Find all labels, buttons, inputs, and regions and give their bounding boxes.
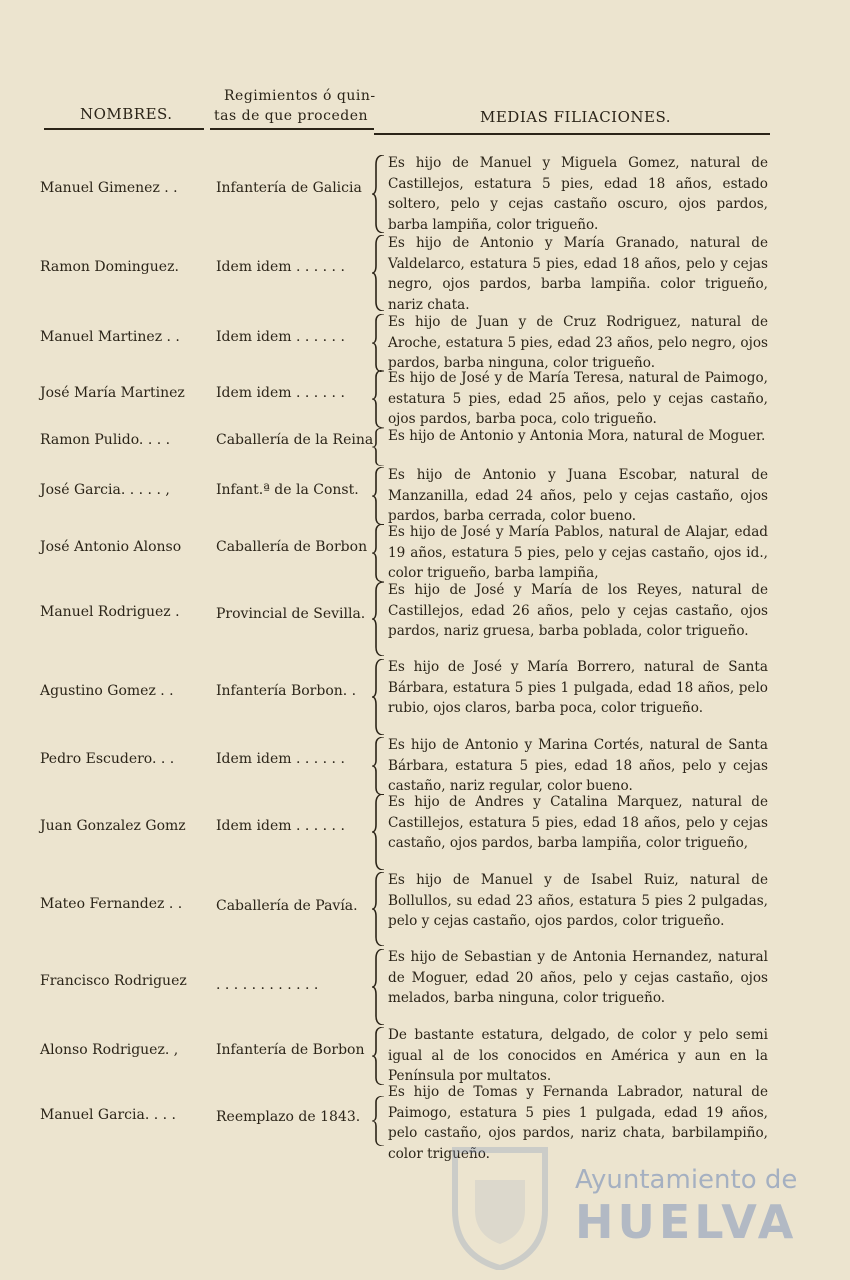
- watermark-line2: HUELVA: [575, 1195, 798, 1249]
- row-name: Manuel Martinez . .: [40, 329, 180, 345]
- table-row: [0, 522, 850, 582]
- row-description: Es hijo de Sebastian y de Antonia Hernandez, natural de Moguer, edad 20 años, pelo y cejas castaño, ojos melados, barba ninguna, color trigueño.: [388, 949, 768, 1006]
- row-name: Manuel Garcia. . . .: [40, 1107, 176, 1123]
- brace-icon: [372, 467, 386, 525]
- row-name: Ramon Dominguez.: [40, 259, 179, 275]
- row-regiment: Idem idem . . . . . .: [216, 818, 345, 834]
- header-rule-regimientos: [210, 128, 374, 130]
- table-row: [0, 153, 850, 235]
- row-regiment: Idem idem . . . . . .: [216, 329, 345, 345]
- row-description: Es hijo de José y María de los Reyes, natural de Castillejos, edad 26 años, pelo y cejas castaño, ojos pardos, nariz gruesa, barba poblada, color trigueño.: [388, 582, 768, 639]
- brace-icon: [372, 949, 386, 1025]
- table-row: [0, 426, 850, 466]
- row-description: Es hijo de Juan y de Cruz Rodriguez, natural de Aroche, estatura 5 pies, edad 23 años, pelo negro, ojos pardos, barba ninguna, color trigueño.: [388, 314, 768, 371]
- row-description: Es hijo de Manuel y Miguela Gomez, natural de Castillejos, estatura 5 pies, edad 18 años, estado soltero, pelo y cejas castaño oscuro, ojos pardos, barba lampiña, color trigueño.: [388, 155, 768, 233]
- table-row: [0, 1025, 850, 1085]
- brace-icon: [372, 314, 386, 372]
- header-rule-nombres: [44, 128, 204, 130]
- row-name: José Antonio Alonso: [40, 539, 182, 555]
- row-name: Alonso Rodriguez. ,: [40, 1042, 179, 1058]
- table-row: [0, 233, 850, 313]
- row-description: Es hijo de José y de María Teresa, natural de Paimogo, estatura 5 pies, edad 25 años, pelo y cejas castaño, ojos pardos, barba poca, colo trigueño.: [388, 370, 768, 427]
- table-row: [0, 368, 850, 428]
- row-name: José María Martinez: [40, 385, 185, 401]
- table-row: [0, 465, 850, 525]
- table-row: [0, 735, 850, 795]
- brace-icon: [372, 737, 386, 795]
- header-regimientos-line2: tas de que proceden: [214, 108, 368, 124]
- header-filiaciones: MEDIAS FILIACIONES.: [480, 108, 671, 126]
- row-regiment: Provincial de Sevilla.: [216, 606, 366, 622]
- row-name: Manuel Gimenez . .: [40, 180, 178, 196]
- crest-watermark-icon: [445, 1140, 555, 1270]
- row-regiment: Infantería Borbon. .: [216, 683, 357, 699]
- row-regiment: Reemplazo de 1843.: [216, 1109, 361, 1125]
- row-regiment: Idem idem . . . . . .: [216, 751, 345, 767]
- table-row: [0, 657, 850, 737]
- brace-icon: [372, 1096, 386, 1146]
- header-nombres: NOMBRES.: [80, 105, 173, 123]
- row-description: De bastante estatura, delgado, de color y pelo semi igual al de los conocidos en América y aun en la Península por multatos.: [388, 1027, 768, 1084]
- row-regiment: Caballería de Pavía.: [216, 898, 358, 914]
- brace-icon: [372, 794, 386, 870]
- row-regiment: . . . . . . . . . . . .: [216, 977, 319, 993]
- row-name: José Garcia. . . . . ,: [40, 482, 170, 498]
- row-regiment: Caballería de Borbon: [216, 539, 368, 555]
- row-regiment: Infantería de Borbon: [216, 1042, 365, 1058]
- row-regiment: Infant.ª de la Const.: [216, 482, 359, 498]
- row-description: Es hijo de Tomas y Fernanda Labrador, natural de Paimogo, estatura 5 pies 1 pulgada, edad 19 años, pelo castaño, ojos pardos, nariz chata, barbilampiño, color trigueño.: [388, 1084, 768, 1162]
- table-row: [0, 312, 850, 372]
- row-description: Es hijo de José y María Pablos, natural de Alajar, edad 19 años, estatura 5 pies, pelo y cejas castaño, ojos id., color trigueño, barba lampiña,: [388, 524, 768, 581]
- brace-icon: [372, 582, 386, 656]
- row-description: Es hijo de Antonio y Juana Escobar, natural de Manzanilla, edad 24 años, pelo y cejas castaño, ojos pardos, barba cerrada, color bueno.: [388, 467, 768, 524]
- header-rule-filiaciones: [374, 133, 770, 135]
- row-name: Ramon Pulido. . . .: [40, 432, 171, 448]
- watermark-line1: Ayuntamiento de: [575, 1165, 798, 1195]
- brace-icon: [372, 659, 386, 735]
- row-regiment: Idem idem . . . . . .: [216, 385, 345, 401]
- row-description: Es hijo de Antonio y Marina Cortés, natural de Santa Bárbara, estatura 5 pies, edad 18 años, pelo y cejas castaño, nariz regular, color bueno.: [388, 737, 768, 794]
- table-row: [0, 580, 850, 658]
- row-name: Manuel Rodriguez .: [40, 604, 180, 620]
- brace-icon: [372, 428, 386, 466]
- brace-icon: [372, 155, 386, 233]
- table-row: [0, 792, 850, 872]
- header-regimientos-line1: Regimientos ó quin-: [224, 88, 376, 104]
- brace-icon: [372, 872, 386, 946]
- brace-icon: [372, 370, 386, 428]
- brace-icon: [372, 1027, 386, 1085]
- row-name: Francisco Rodriguez: [40, 973, 187, 989]
- row-description: Es hijo de José y María Borrero, natural de Santa Bárbara, estatura 5 pies 1 pulgada, edad 18 años, pelo rubio, ojos claros, barba poca, color trigueño.: [388, 659, 768, 716]
- row-description: Es hijo de Andres y Catalina Marquez, natural de Castillejos, estatura 5 pies, edad 18 años, pelo y cejas castaño, ojos pardos, barba lampiña, color trigueño,: [388, 794, 768, 851]
- row-regiment: Infantería de Galicia: [216, 180, 362, 196]
- row-regiment: Idem idem . . . . . .: [216, 259, 345, 275]
- table-row: [0, 870, 850, 948]
- brace-icon: [372, 524, 386, 582]
- table-row: [0, 1082, 850, 1164]
- row-name: Agustino Gomez . .: [40, 683, 174, 699]
- row-description: Es hijo de Manuel y de Isabel Ruiz, natural de Bollullos, su edad 23 años, estatura 5 pies 2 pulgadas, pelo y cejas castaño, ojos pardos, color trigueño.: [388, 872, 768, 929]
- row-name: Juan Gonzalez Gomz: [40, 818, 186, 834]
- row-description: Es hijo de Antonio y Antonia Mora, natural de Moguer.: [388, 428, 766, 444]
- table-row: [0, 947, 850, 1027]
- row-name: Mateo Fernandez . .: [40, 896, 183, 912]
- row-description: Es hijo de Antonio y María Granado, natural de Valdelarco, estatura 5 pies, edad 18 años, pelo y cejas negro, ojos pardos, barba lampiña. color trigueño, nariz chata.: [388, 235, 768, 313]
- brace-icon: [372, 235, 386, 311]
- row-name: Pedro Escudero. . .: [40, 751, 175, 767]
- row-regiment: Caballería de la Reina: [216, 432, 374, 448]
